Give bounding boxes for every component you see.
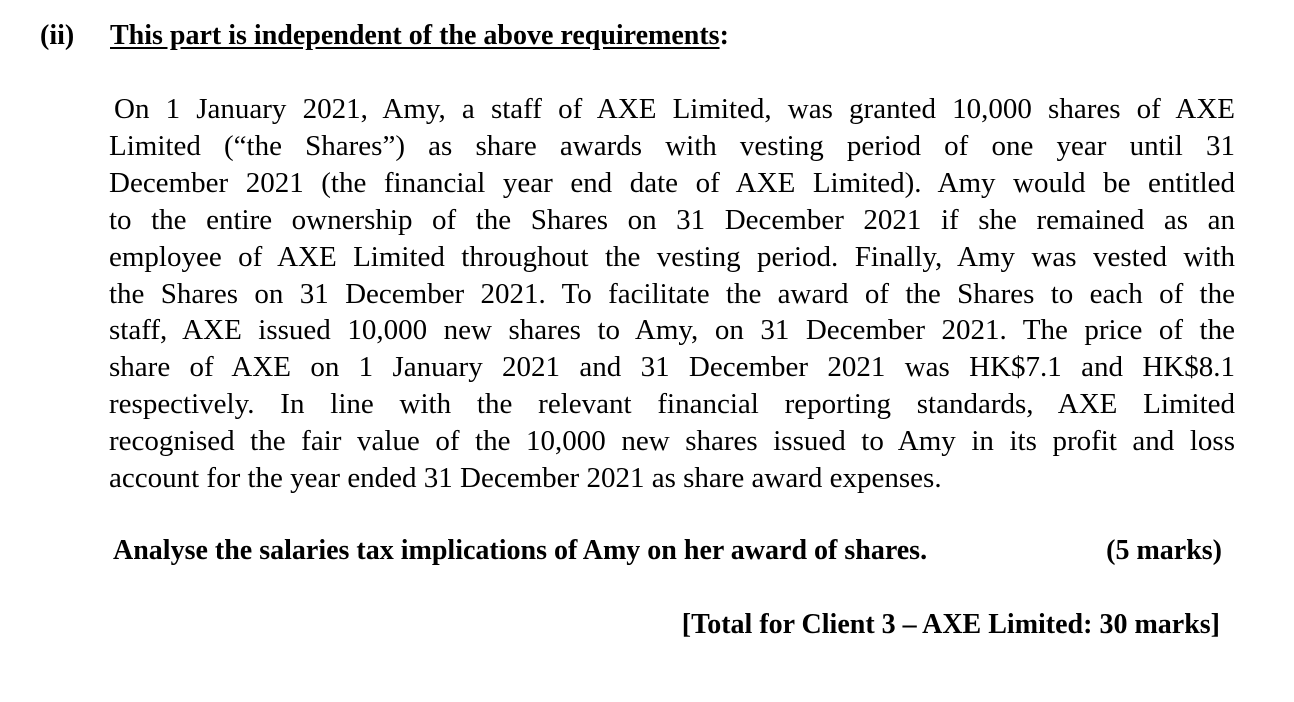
question-row <box>113 533 1222 569</box>
section-title: This part is independent of the above requirements <box>110 20 720 51</box>
paragraph-line: the Shares on 31 December 2021. To facilitate the award of the Shares to each of the <box>109 277 1235 310</box>
paragraph-line: employee of AXE Limited throughout the vesting period. Finally, Amy was vested with <box>109 240 1235 273</box>
paragraph-line: On 1 January 2021, Amy, a staff of AXE Limited, was granted 10,000 shares of AXE <box>114 93 1235 125</box>
paragraph-line: account for the year ended 31 December 2021 as share award expenses. <box>109 462 942 495</box>
section-heading <box>40 18 729 54</box>
paragraph-line: Limited (“the Shares”) as share awards with vesting period of one year until 31 <box>109 129 1235 162</box>
question-marks: (5 marks) <box>1106 535 1222 566</box>
paragraph-line: December 2021 (the financial year end date of AXE Limited). Amy would be entitled <box>109 166 1235 199</box>
paragraph-line: share of AXE on 1 January 2021 and 31 December 2021 was HK$7.1 and HK$8.1 <box>109 351 1235 384</box>
question-text: Analyse the salaries tax implications of Amy on her award of shares. <box>113 535 928 566</box>
section-title-colon: : <box>719 20 729 51</box>
case-paragraph <box>109 91 1235 497</box>
paragraph-line: recognised the fair value of the 10,000 new shares issued to Amy in its profit and loss <box>109 425 1235 458</box>
paragraph-line: staff, AXE issued 10,000 new shares to Amy, on 31 December 2021. The price of the <box>109 314 1235 347</box>
section-number: (ii) <box>40 20 75 51</box>
paragraph-line: respectively. In line with the relevant financial reporting standards, AXE Limited <box>109 388 1235 421</box>
paragraph-line: to the entire ownership of the Shares on 31 December 2021 if she remained as an <box>109 203 1235 236</box>
total-marks: [Total for Client 3 – AXE Limited: 30 marks] <box>681 609 1220 640</box>
